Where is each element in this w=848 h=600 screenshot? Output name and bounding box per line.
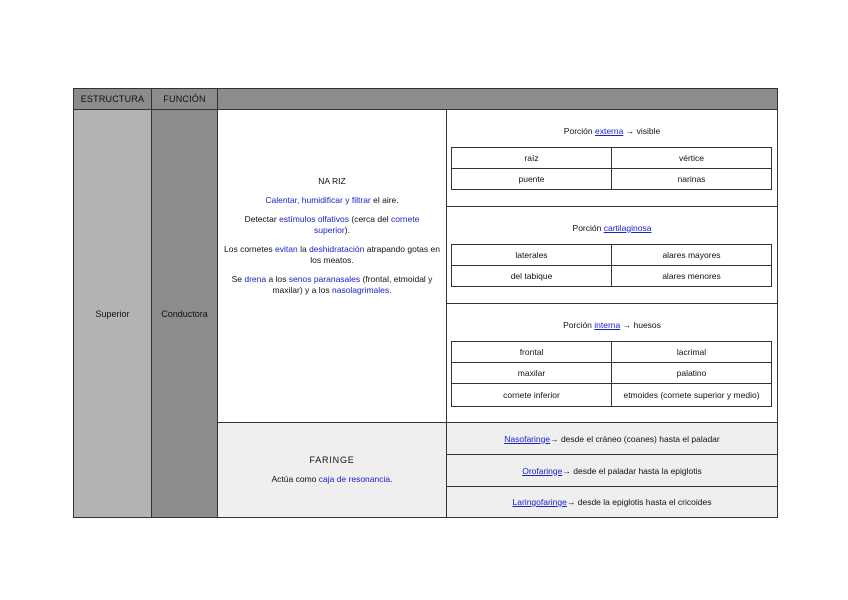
orofaringe-link[interactable]: Orofaringe (522, 465, 563, 476)
cartilaginosa-cell: laterales (451, 244, 612, 266)
laringofaringe-link[interactable]: Laringofaringe (512, 497, 567, 507)
funcion-cell (151, 109, 218, 518)
nariz-p4: Se drena a los senos paranasales (frontal, etmoidal y maxilar) y a los nasolagrimales. (231, 274, 433, 295)
cartilaginosa-link[interactable]: cartilaginosa (603, 223, 652, 233)
cartilaginosa-cell: alares menores (611, 265, 772, 287)
cartilaginosa-cell: alares mayores (611, 244, 772, 266)
header-estructura (73, 88, 152, 110)
funcion-value: Conductora (161, 308, 208, 319)
interna-title: Porción interna → huesos (563, 320, 661, 330)
nariz-p2: Detectar estímulos olfativos (cerca del cornete superior). (244, 214, 420, 235)
interna-cell: lacrimal (611, 341, 772, 363)
faringe-desc: Actúa como caja de resonancia. (271, 474, 393, 484)
interna-cell: etmoides (cornete superior y medio) (611, 383, 772, 407)
cartilaginosa-cell: del tabique (451, 265, 612, 287)
faringe-part-row: Nasofaringe → desde el cráneo (coanes) hasta el paladar (446, 422, 778, 455)
interna-cell: maxilar (451, 362, 612, 384)
interna-cell: frontal (451, 341, 612, 363)
faringe-cell (217, 422, 447, 518)
nariz-p1: Calentar, humidificar y filtrar el aire. (265, 195, 399, 205)
cartilaginosa-title: Porción cartilaginosa (572, 223, 652, 233)
externa-cell: puente (451, 168, 612, 190)
faringe-title: FARINGE (309, 455, 355, 465)
nariz-cell (217, 109, 447, 423)
nariz-p3: Los cornetes evitan la deshidratación atrapando gotas en los meatos. (224, 244, 440, 265)
externa-link[interactable]: externa (594, 126, 624, 136)
nasofaringe-link[interactable]: Nasofaringe (504, 433, 551, 444)
header-blank (217, 88, 778, 110)
estructura-value: Superior (95, 308, 130, 319)
interna-cell: palatino (611, 362, 772, 384)
interna-link[interactable]: interna (594, 320, 621, 330)
externa-cell: vértice (611, 147, 772, 169)
faringe-part-row: Orofaringe → desde el paladar hasta la epiglotis (446, 454, 778, 487)
faringe-part-row: Laringofaringe → desde la epiglotis hasta el cricoides (446, 486, 778, 518)
interna-cell: cornete inferior (451, 383, 612, 407)
nariz-title: NA RIZ (318, 176, 346, 186)
externa-cell: raíz (451, 147, 612, 169)
estructura-cell (73, 109, 152, 518)
header-funcion-label: FUNCIÓN (163, 94, 206, 104)
externa-cell: narinas (611, 168, 772, 190)
header-funcion (151, 88, 218, 110)
externa-title: Porción externa → visible (563, 126, 661, 136)
header-estructura-label: ESTRUCTURA (80, 94, 145, 104)
